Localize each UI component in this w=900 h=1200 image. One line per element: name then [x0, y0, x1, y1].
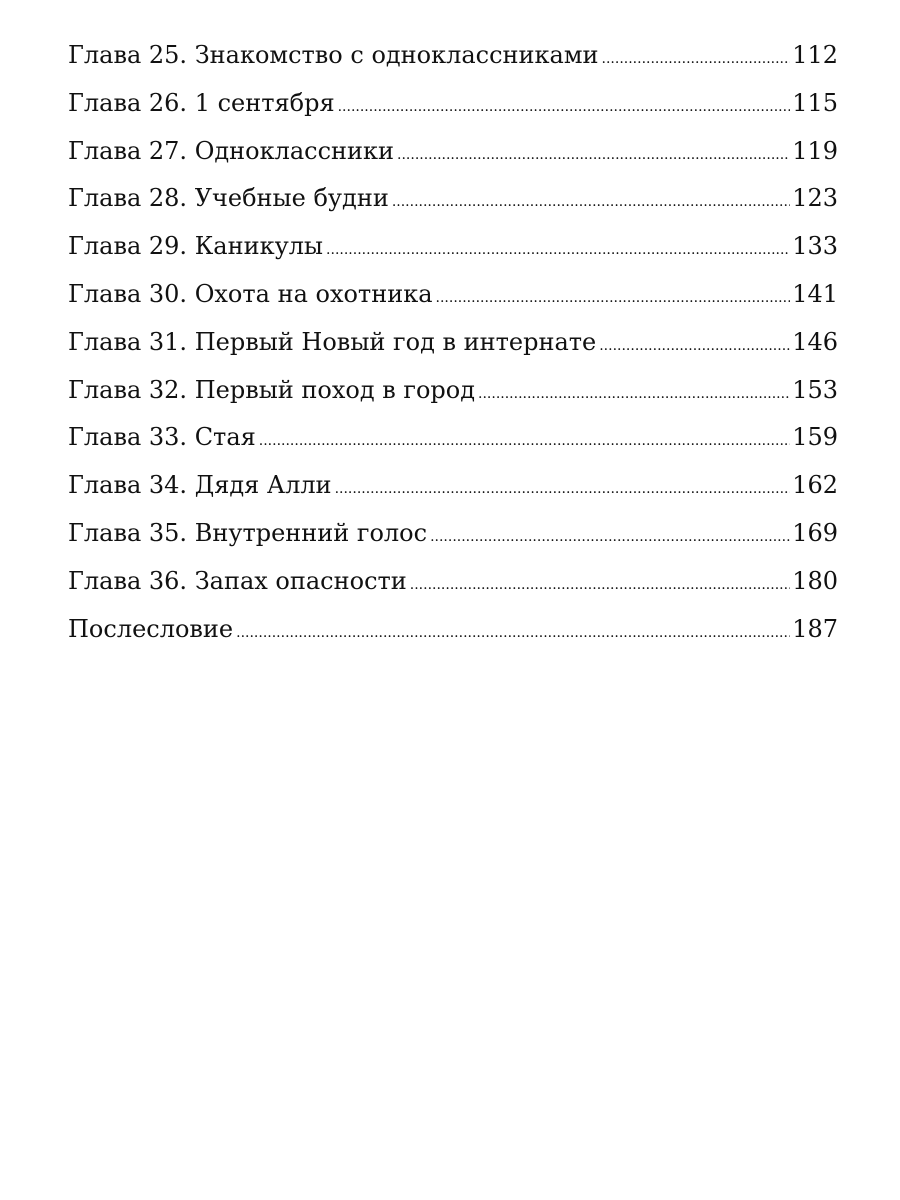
- chapter-title: Глава 25. Знакомство с одноклассниками: [68, 41, 599, 69]
- page-number: 141: [792, 279, 838, 308]
- page-number: 115: [792, 88, 838, 117]
- toc-entry: [68, 223, 838, 271]
- toc-entry: [68, 462, 838, 510]
- table-of-contents: [68, 32, 838, 653]
- dot-leader: [430, 530, 790, 544]
- toc-entry: [68, 319, 838, 367]
- toc-entry: [68, 414, 838, 462]
- page-number: 119: [792, 136, 838, 165]
- chapter-title: Глава 29. Каникулы: [68, 232, 324, 261]
- page-number: 187: [792, 614, 838, 643]
- page-number: 162: [792, 471, 838, 500]
- chapter-title: Глава 35. Внутренний голос: [68, 518, 428, 547]
- dot-leader: [392, 195, 790, 209]
- chapter-title: Глава 36. Запах опасности: [68, 566, 407, 595]
- chapter-title: Глава 33. Стая: [68, 423, 256, 452]
- chapter-title: Послесловие: [68, 614, 234, 643]
- chapter-title: Глава 32. Первый поход в город: [68, 375, 476, 404]
- toc-entry: [68, 175, 838, 223]
- toc-entry: [68, 558, 838, 606]
- page-number: 159: [792, 423, 838, 452]
- toc-entry: [68, 367, 838, 415]
- page-number: 133: [792, 232, 838, 261]
- chapter-title: Глава 31. Первый Новый год в интернате: [68, 327, 597, 356]
- dot-leader: [478, 387, 790, 401]
- dot-leader: [410, 578, 790, 592]
- toc-entry-afterword: [68, 606, 838, 654]
- toc-entry: [68, 128, 838, 176]
- toc-entry: [68, 32, 838, 80]
- page-number: 180: [792, 566, 838, 595]
- page-number: 153: [792, 375, 838, 404]
- dot-leader: [338, 100, 791, 114]
- chapter-title: Глава 34. Дядя Алли: [68, 471, 332, 500]
- dot-leader: [259, 434, 790, 448]
- dot-leader: [602, 52, 791, 66]
- chapter-title: Глава 26. 1 сентября: [68, 88, 335, 117]
- chapter-title: Глава 27. Одноклассники: [68, 136, 395, 165]
- page-number: 169: [792, 518, 838, 547]
- page-number: 146: [792, 327, 838, 356]
- dot-leader: [326, 243, 790, 257]
- toc-entry: [68, 510, 838, 558]
- toc-entry: [68, 80, 838, 128]
- toc-entry: [68, 271, 838, 319]
- page-number: 123: [792, 184, 838, 213]
- dot-leader: [599, 339, 790, 353]
- page-number: 112: [792, 41, 838, 69]
- chapter-title: Глава 30. Охота на охотника: [68, 279, 433, 308]
- chapter-title: Глава 28. Учебные будни: [68, 184, 389, 213]
- dot-leader: [436, 291, 791, 305]
- dot-leader: [335, 482, 791, 496]
- dot-leader: [397, 148, 790, 162]
- dot-leader: [236, 626, 790, 640]
